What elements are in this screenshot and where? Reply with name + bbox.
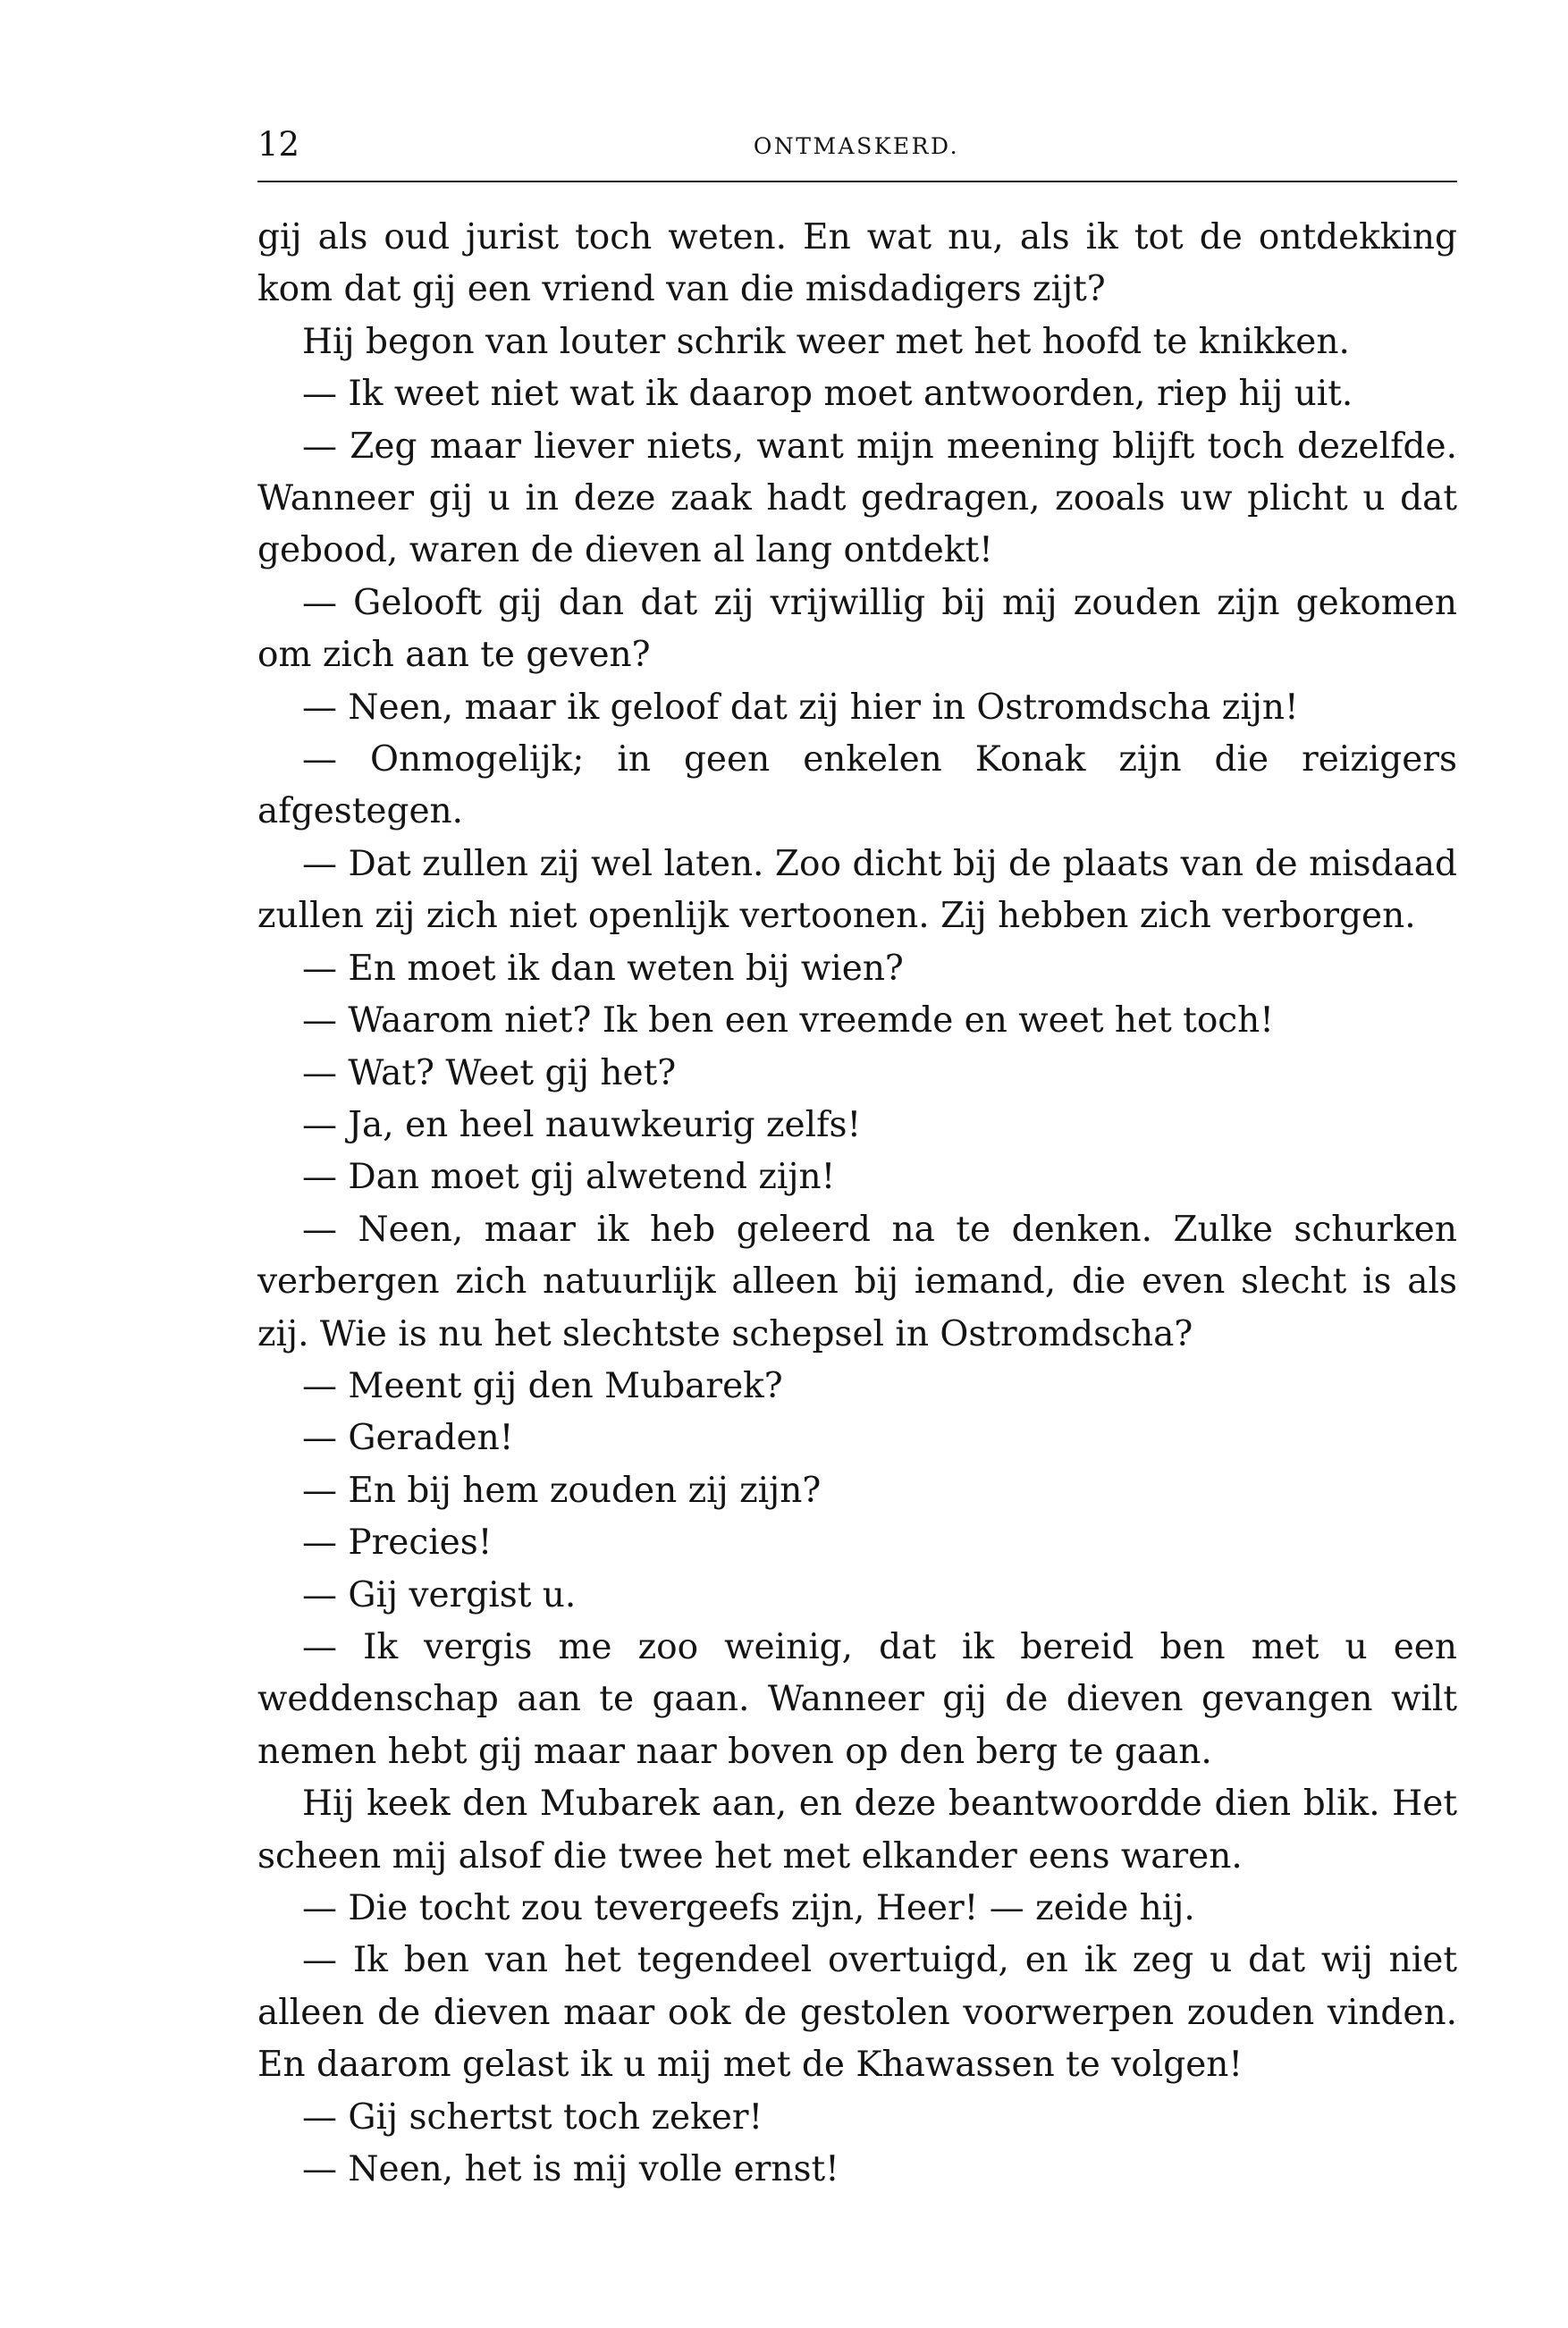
- running-title: ONTMASKERD.: [753, 133, 960, 159]
- paragraph: — Gij schertst toch zeker!: [302, 2096, 763, 2138]
- paragraph: — Ik weet niet wat ik daarop moet antwoorden, riep hij uit.: [302, 374, 1353, 415]
- paragraph: — Waarom niet? Ik ben een vreemde en weet het toch!: [302, 1000, 1274, 1042]
- paragraph: — Geraden!: [302, 1418, 514, 1459]
- paragraph: — Ik ben van het tegendeel overtuigd, en ik zeg u dat wij niet alleen de dieven maar ook de gestolen voorwerpen zouden vinden. En daarom gelast ik u mij met de Khawassen te volgen!: [257, 1940, 1457, 2086]
- paragraph: — Ja, en heel nauwkeurig zelfs!: [302, 1104, 862, 1145]
- paragraph: — Gelooft gij dan dat zij vrijwillig bij mij zouden zijn gekomen om zich aan te geven?: [257, 582, 1457, 676]
- paragraph: — En moet ik dan weten bij wien?: [302, 948, 904, 989]
- paragraph: — Die tocht zou tevergeefs zijn, Heer! — zeide hij.: [302, 1888, 1195, 1928]
- paragraph: — Neen, maar ik geloof dat zij hier in Ostromdscha zijn!: [302, 687, 1299, 728]
- running-head: [257, 123, 1455, 166]
- paragraph: — Neen, het is mij volle ernst!: [302, 2149, 839, 2190]
- paragraph: Hij begon van louter schrik weer met het hoofd te knikken.: [302, 321, 1350, 362]
- paragraph: — Zeg maar liever niets, want mijn meening blijft toch dezelfde. Wanneer gij u in deze zaak hadt gedragen, zooals uw plicht u dat gebood, waren de dieven al lang ontdekt!: [257, 426, 1457, 571]
- paragraph: — Dan moet gij alwetend zijn!: [302, 1157, 836, 1198]
- paragraph: Hij keek den Mubarek aan, en deze beantwoordde dien blik. Het scheen mij alsof die twee het met elkander eens waren.: [257, 1784, 1457, 1877]
- paragraph: — Onmogelijk; in geen enkelen Konak zijn die reizigers afgestegen.: [257, 739, 1457, 832]
- header-rule: [257, 181, 1457, 182]
- body-text: [257, 212, 1457, 2196]
- paragraph: — Wat? Weet gij het?: [302, 1052, 677, 1093]
- paragraph: — Meent gij den Mubarek?: [302, 1365, 783, 1406]
- paragraph: — Neen, maar ik heb geleerd na te denken. Zulke schurken verbergen zich natuurlijk alleen bij iemand, die even slecht is als zij. Wie is nu het slechtste schepsel in Ostromdscha?: [257, 1209, 1457, 1354]
- paragraph: gij als oud jurist toch weten. En wat nu, als ik tot de ontdekking kom dat gij een vriend van die misdadigers zijt?: [257, 217, 1457, 310]
- paragraph: — Gij vergist u.: [302, 1574, 577, 1615]
- paragraph: — Dat zullen zij wel laten. Zoo dicht bij de plaats van de misdaad zullen zij zich niet openlijk vertoonen. Zij hebben zich verborgen.: [257, 843, 1457, 937]
- paragraph: — Precies!: [302, 1522, 493, 1564]
- paragraph: — En bij hem zouden zij zijn?: [302, 1470, 822, 1511]
- paragraph: — Ik vergis me zoo weinig, dat ik bereid ben met u een weddenschap aan te gaan. Wanneer gij de dieven gevangen wilt nemen hebt gij maar naar boven op den berg te gaan.: [257, 1626, 1457, 1772]
- page-number: 12: [257, 125, 300, 164]
